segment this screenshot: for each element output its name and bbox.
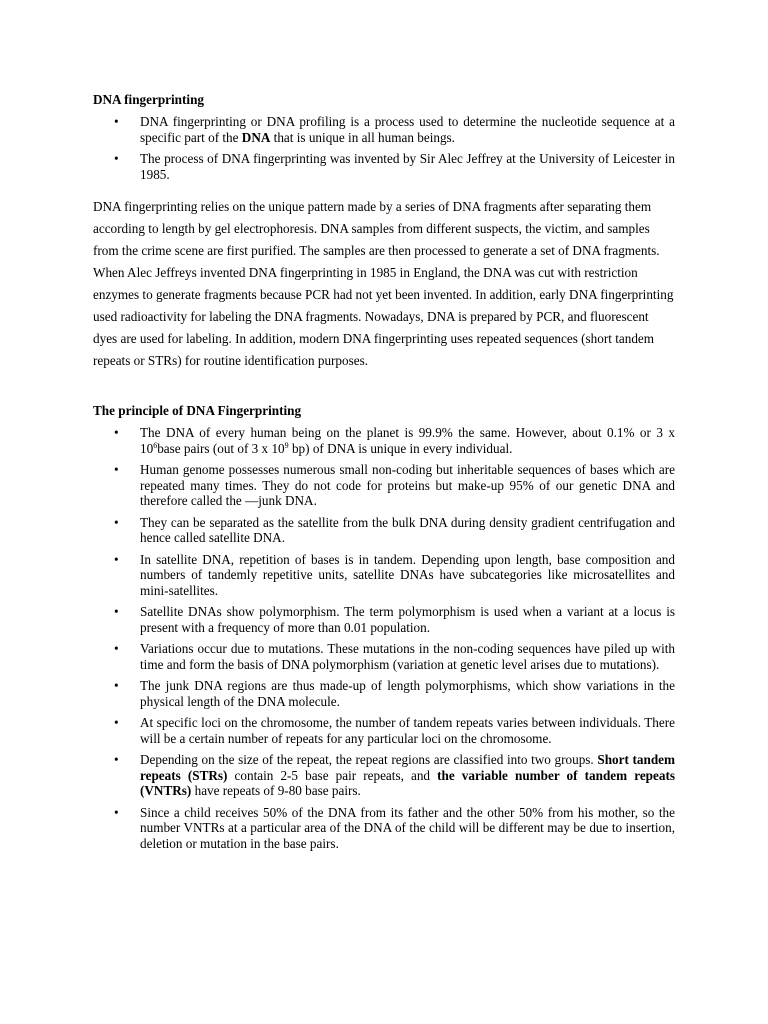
bullet-text: At specific loci on the chromosome, the number of tandem repeats varies between individuals. There will be a certain number of repeats for any particular loci on the chromosome. (140, 715, 675, 746)
list-item (93, 515, 675, 546)
bullet-icon: • (114, 678, 119, 693)
document-page (93, 92, 675, 857)
superscript: 6 (153, 440, 158, 450)
bullet-list-intro (93, 114, 675, 182)
bullet-icon: • (114, 151, 119, 166)
bullet-icon: • (114, 752, 119, 767)
list-item (93, 552, 675, 599)
bold-text: the variable number of tandem repeats (VNTRs) (140, 767, 675, 798)
bullet-text: The DNA of every human being on the planet is 99.9% the same. However, about 0.1% or 3 x 10 (140, 425, 675, 456)
principle-section (93, 403, 675, 851)
bold-text: DNA (241, 129, 271, 145)
list-item (93, 678, 675, 709)
bullet-text: contain 2-5 base pair repeats, and (227, 767, 438, 783)
list-item (93, 752, 675, 799)
list-item (93, 151, 675, 182)
bullet-icon: • (114, 425, 119, 440)
section-heading-dna-fingerprinting: DNA fingerprinting (93, 92, 204, 107)
bullet-text: Satellite DNAs show polymorphism. The term polymorphism is used when a variant at a locus is present with a frequency of more than 0.01 population. (140, 604, 675, 635)
body-paragraph: DNA fingerprinting relies on the unique pattern made by a series of DNA fragments after separating them according to length by gel electrophoresis. DNA samples from different suspects, the victim, and samples from the crime scene are first purified. The samples are then processed to generate a set of DNA fragments. When Alec Jeffreys invented DNA fingerprinting in 1985 in England, the DNA was cut with restriction enzymes to generate fragments because PCR had not yet been invented. In addition, early DNA fingerprinting used radioactivity for labeling the DNA fragments. Nowadays, DNA is prepared by PCR, and fluorescent dyes are used for labeling. In addition, modern DNA fingerprinting uses repeated sequences (short tandem repeats or STRs) for routine identification purposes. (93, 199, 674, 368)
bold-text: Short tandem repeats (STRs) (140, 752, 675, 783)
bullet-text: Since a child receives 50% of the DNA from its father and the other 50% from his mother, so the number VNTRs at a particular area of the DNA of the child will be different may be due to insertion, deletion or mutation in the base pairs. (140, 804, 675, 851)
bullet-icon: • (114, 641, 119, 656)
bullet-icon: • (114, 804, 119, 820)
bullet-text: The junk DNA regions are thus made-up of length polymorphisms, which show variations in the physical length of the DNA molecule. (140, 678, 675, 709)
list-item (93, 114, 675, 145)
list-item (93, 425, 675, 456)
bullet-icon: • (114, 462, 119, 477)
list-item (93, 462, 675, 509)
bullet-text: In satellite DNA, repetition of bases is in tandem. Depending upon length, base composition and numbers of tandemly repetitive units, satellite DNAs have subcategories like microsatellites and mini-satellites. (140, 551, 675, 598)
bullet-text: DNA fingerprinting or DNA profiling is a process used to determine the nucleotide sequence at a specific part of the (140, 114, 675, 145)
bullet-icon: • (114, 551, 119, 567)
bullet-text: bp) of DNA is unique in every individual. (288, 440, 513, 456)
bullet-text: have repeats of 9-80 base pairs. (191, 783, 361, 798)
bullet-text: base pairs (out of 3 x 10 (157, 440, 285, 456)
superscript: 9 (284, 440, 289, 450)
bullet-text: that is unique in all human beings. (270, 129, 455, 145)
bullet-icon: • (114, 514, 119, 530)
bullet-text: Human genome possesses numerous small non-coding but inheritable sequences of bases which are repeated many times. They do not code for proteins but make-up 95% of our genetic DNA and therefore called the —junk DNA. (140, 462, 675, 508)
bullet-icon: • (114, 604, 119, 619)
section-heading-principle: The principle of DNA Fingerprinting (93, 403, 302, 418)
bullet-text: The process of DNA fingerprinting was invented by Sir Alec Jeffrey at the University of Leicester in 1985. (140, 151, 675, 182)
list-item (93, 604, 675, 635)
bullet-text: Variations occur due to mutations. These mutations in the non-coding sequences have piled up with time and form the basis of DNA polymorphism (variation at genetic level arises due to mutations). (140, 641, 675, 672)
list-item (93, 805, 675, 852)
bullet-icon: • (114, 715, 119, 730)
list-item (93, 715, 675, 746)
bullet-text: They can be separated as the satellite from the bulk DNA during density gradient centrifugation and hence called satellite DNA. (140, 514, 675, 545)
list-item (93, 641, 675, 672)
bullet-icon: • (114, 114, 119, 129)
bullet-list-principle (93, 425, 675, 851)
bullet-text: Depending on the size of the repeat, the repeat regions are classified into two groups. (140, 752, 598, 767)
